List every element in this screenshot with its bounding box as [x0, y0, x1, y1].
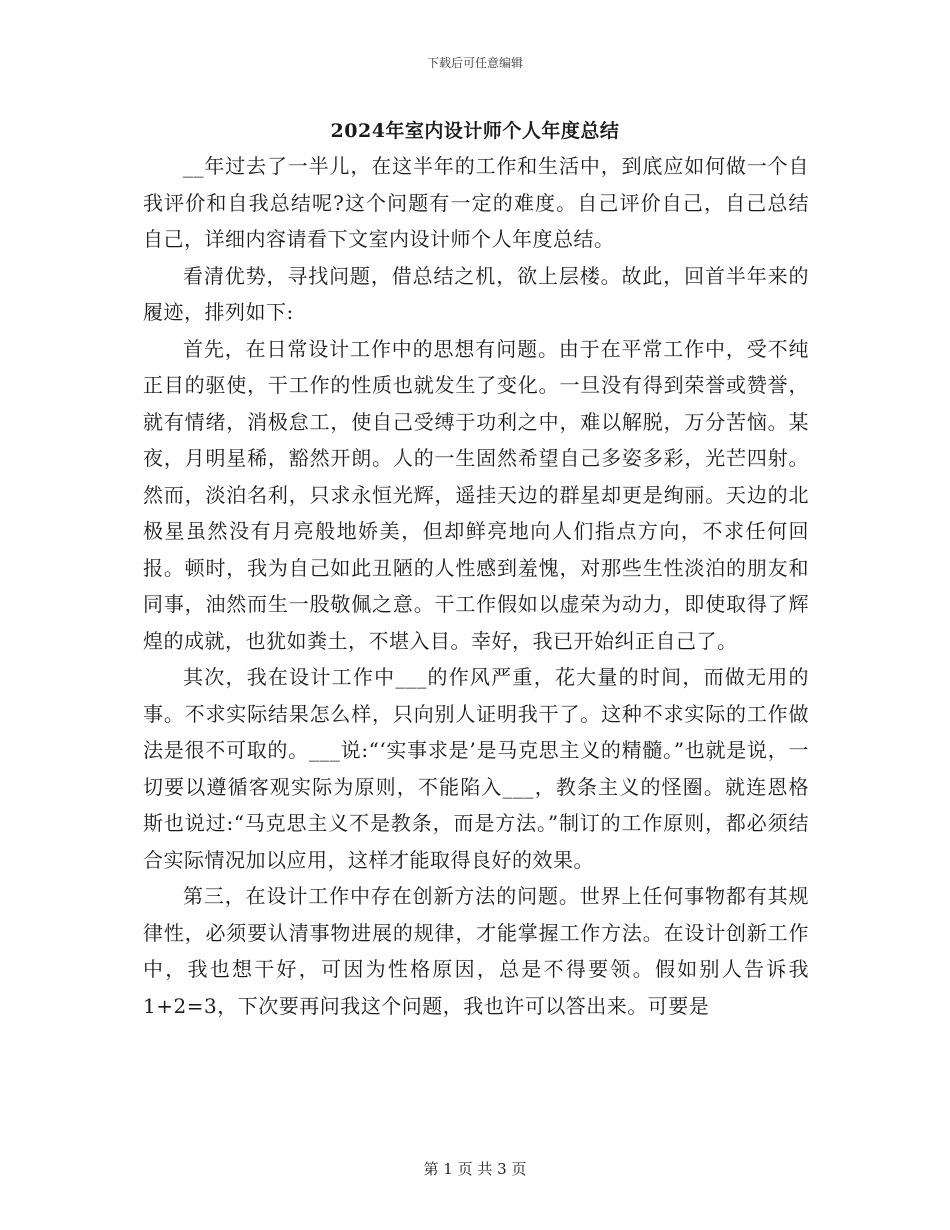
document-title: 2024年室内设计师个人年度总结 — [330, 120, 620, 142]
paragraph-second-point: 其次，我在设计工作中___的作风严重，花大量的时间，而做无用的事。不求实际结果怎么样，只向别人证明我干了。这种不求实际的工作做法是很不可取的。___说:“‘实事求是’是马克思主义的精髓。”也就是说，一切要以遵循客观实际为原则，不能陷入___，教条主义的怪圈。就连恩格斯也说过:“马克思主义不是教条，而是方法。”制订的工作原则，都必须结合实际情况加以应用，这样才能取得良好的效果。 — [143, 665, 809, 872]
paragraph-intro: __年过去了一半儿，在这半年的工作和生活中，到底应如何做一个自我评价和自我总结呢?这个问题有一定的难度。自己评价自己，自己总结自己，详细内容请看下文室内设计师个人年度总结。 — [143, 154, 809, 251]
paragraph-overview: 看清优势，寻找问题，借总结之机，欲上层楼。故此，回首半年来的履迹，排列如下: — [143, 263, 809, 324]
page-number: 第 1 页 共 3 页 — [423, 1160, 527, 1178]
document-body — [143, 148, 809, 1024]
paragraph-first-point: 首先，在日常设计工作中的思想有问题。由于在平常工作中，受不纯正目的驱使，干工作的性质也就发生了变化。一旦没有得到荣誉或赞誉，就有情绪，消极怠工，使自己受缚于功利之中，难以解脱，万分苦恼。某夜，月明星稀，豁然开朗。人的一生固然希望自己多姿多彩，光芒四射。然而，淡泊名利，只求永恒光辉，遥挂天边的群星却更是绚丽。天边的北极星虽然没有月亮般地娇美，但却鲜亮地向人们指点方向，不求任何回报。顿时，我为自己如此丑陋的人性感到羞愧，对那些生性淡泊的朋友和同事，油然而生一股敬佩之意。干工作假如以虚荣为动力，即使取得了辉煌的成就，也犹如粪土，不堪入目。幸好，我已开始纠正自己了。 — [143, 336, 809, 653]
header-note: 下载后可任意编辑 — [426, 56, 523, 70]
paragraph-third-point: 第三，在设计工作中存在创新方法的问题。世界上任何事物都有其规律性，必须要认清事物进展的规律，才能掌握工作方法。在设计创新工作中，我也想干好，可因为性格原因，总是不得要领。假如别人告诉我1+2=3，下次要再问我这个问题，我也许可以答出来。可要是 — [143, 884, 809, 1018]
